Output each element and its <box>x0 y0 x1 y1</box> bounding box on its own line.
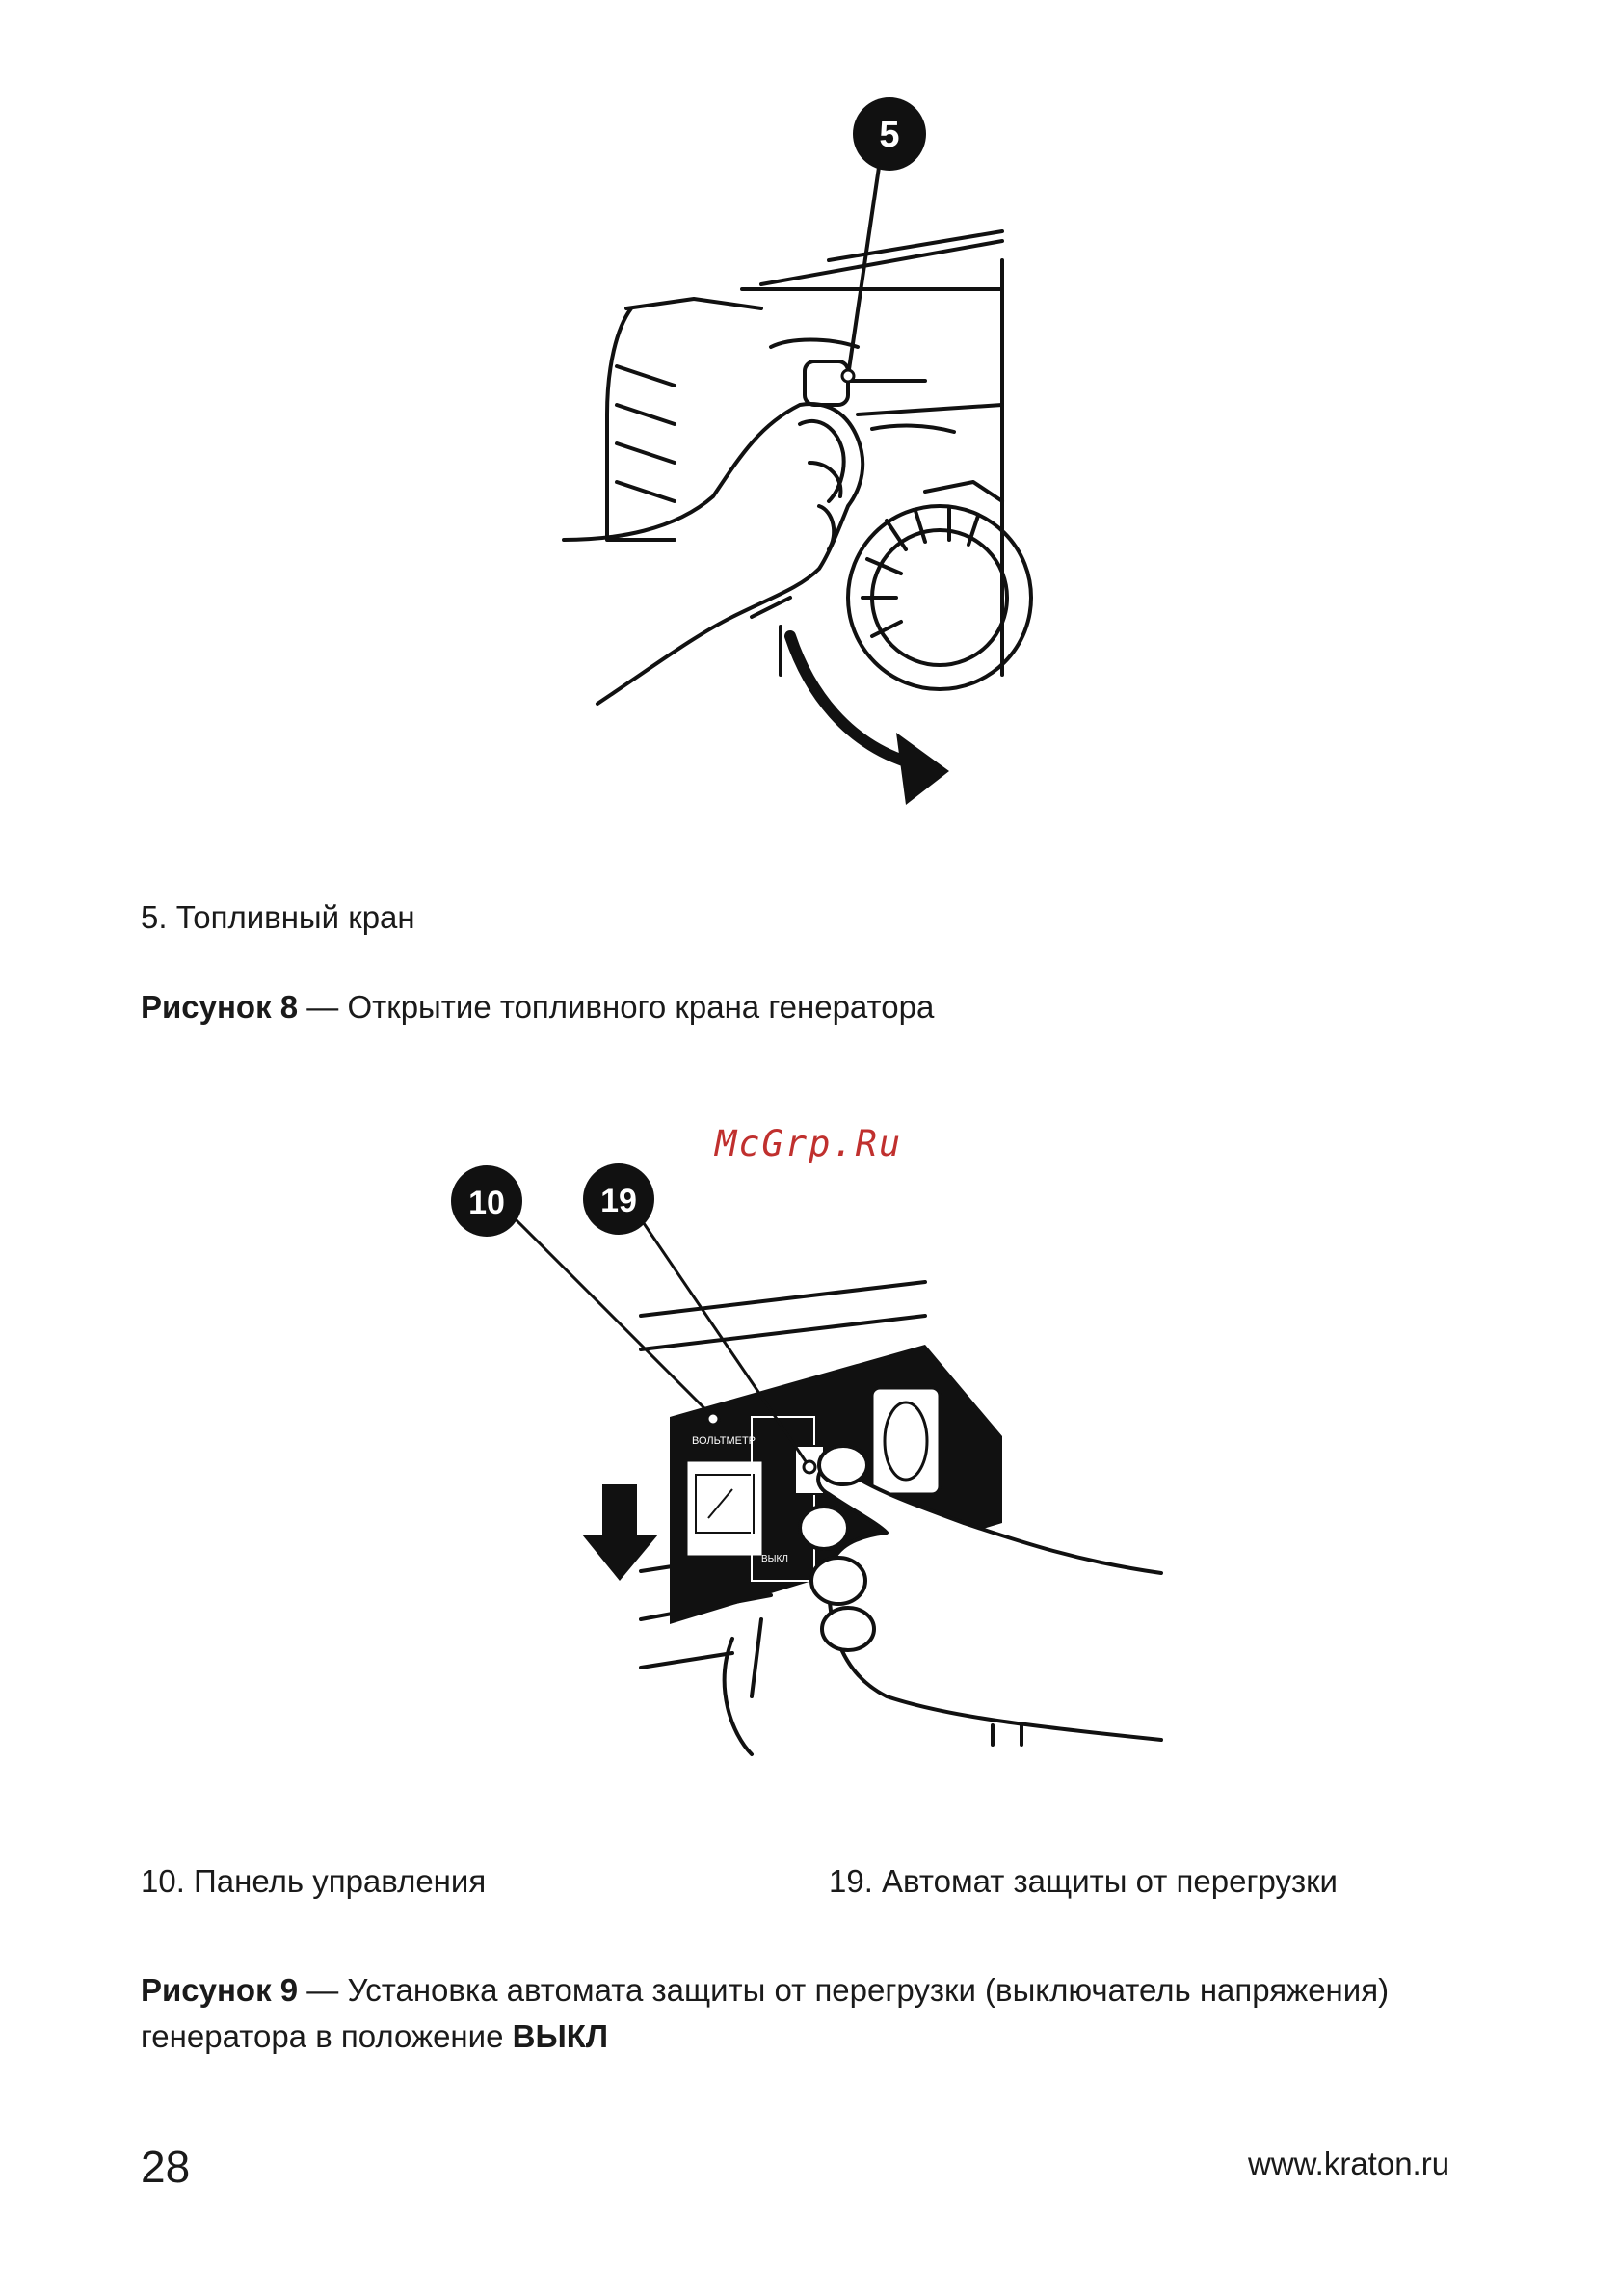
callout-19-number: 19 <box>600 1183 637 1219</box>
figure-8-caption-label: Рисунок 8 <box>141 989 299 1025</box>
watermark: McGrp.Ru <box>715 1123 903 1164</box>
figure-9-caption-text-2: генератора в положение <box>141 2018 513 2054</box>
page-number: 28 <box>141 2142 191 2192</box>
figure-9-legend-item-19: 19. Автомат защиты от перегрузки <box>829 1863 1338 1899</box>
figure-9-caption-label: Рисунок 9 <box>141 1972 299 2008</box>
website-link[interactable]: www.kraton.ru <box>1248 2146 1450 2181</box>
figure-8-illustration <box>0 0 1618 868</box>
callout-10-number: 10 <box>468 1185 505 1221</box>
figure-9-caption-bold-end: ВЫКЛ <box>512 2018 609 2054</box>
figure-9-legend-item-10: 10. Панель управления <box>141 1863 487 1899</box>
figure-9-caption-text-1: — Установка автомата защиты от перегрузки (выключатель напряжения) <box>298 1972 1390 2008</box>
figure-8-legend-item: 5. Топливный кран <box>141 899 415 935</box>
callout-5-number: 5 <box>879 115 900 155</box>
figure-8-caption <box>141 984 934 1030</box>
voltmeter-label: ВОЛЬТМЕТР <box>692 1435 756 1447</box>
off-label: ВЫКЛ <box>761 1554 788 1564</box>
figure-9-caption <box>141 1967 1490 2060</box>
figure-8-caption-text: — Открытие топливного крана генератора <box>298 989 935 1025</box>
